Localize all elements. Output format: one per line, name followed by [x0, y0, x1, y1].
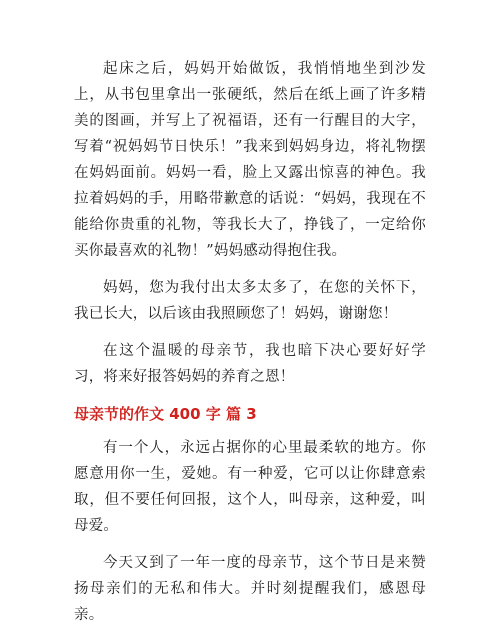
paragraph-mother-love: 有一个人，永远占据你的心里最柔软的地方。你愿意用你一生，爱她。有一种爱，它可以让你肆意索取，但不要任何回报，这个人，叫母亲，这种爱，叫母爱。: [74, 440, 426, 534]
document-page: [74, 56, 426, 628]
section-heading: 母亲节的作文 400 字 篇 3: [74, 405, 257, 423]
paragraph-gift: 起床之后，妈妈开始做饭，我悄悄地坐到沙发上，从书包里拿出一张硬纸，然后在纸上画了许多精美的图画，并写上了祝福语，还有一行醒目的大字，写着“祝妈妈节日快乐！”我来到妈妈身边，将礼物摆在妈妈面前。妈妈一看，脸上又露出惊喜的神色。我拉着妈妈的手，用略带歉意的话说：“妈妈，我现在不能给你贵重的礼物，等我长大了，挣钱了，一定给你买你最喜欢的礼物！”妈妈感动得抱住我。: [74, 61, 426, 259]
paragraph-resolve: 在这个温暖的母亲节，我也暗下决心要好好学习，将来好报答妈妈的养育之恩！: [74, 343, 426, 385]
paragraph-thanks: 妈妈，您为我付出太多太多了，在您的关怀下，我已长大，以后该由我照顾您了！妈妈，谢谢您！: [74, 280, 426, 322]
paragraph-mothers-day: 今天又到了一年一度的母亲节，这个节日是来赞扬母亲们的无私和伟大。并时刻提醒我们，感恩母亲。: [74, 555, 426, 623]
